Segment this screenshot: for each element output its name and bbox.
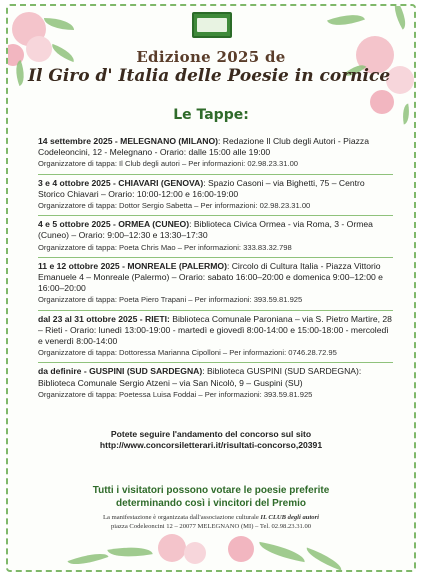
stage-item <box>38 258 393 311</box>
stage-details: : Biblioteca Civica Ormea - via Roma, 3 - Ormea (Cuneo) – Orario: 9:00–12:30 e 13:30–17:30 <box>38 219 373 241</box>
stage-organizer: Organizzatore di tappa: Dottor Sergio Sabetta – Per informazioni: 02.98.23.31.00 <box>38 201 311 211</box>
stage-item <box>38 311 393 364</box>
follow-contest-text: Potete seguire l'andamento del concorso sul sito <box>110 429 312 439</box>
organizer-footer <box>8 514 414 531</box>
visitor-vote-notice <box>8 484 414 510</box>
vote-line-1: Tutti i visitatori possono votare le poesie preferite <box>92 485 330 496</box>
stage-details: Biblioteca Comunale Paroniana – via S. Pietro Martire, 28 – Rieti - Orario: lunedì 13:00-19:00 - martedì e giovedì 8:00-14:00 e 15:00-18:00 - mercoledì e venerdì 8:00-14:00 <box>38 313 392 347</box>
stages-list <box>38 133 393 404</box>
stage-item <box>38 363 393 404</box>
stage-item <box>38 133 393 175</box>
vote-line-2: determinando così i vincitori del Premio <box>115 498 307 509</box>
stage-organizer: Organizzatore di tappa: Poeta Piero Trapani – Per informazioni: 393.59.81.925 <box>38 295 303 305</box>
club-logo <box>192 12 232 38</box>
stage-date-place: 11 e 12 ottobre 2025 - MONREALE (PALERMO) <box>38 260 227 271</box>
follow-contest-notice <box>8 429 414 451</box>
stage-item <box>38 216 393 258</box>
stage-details: : Biblioteca GUSPINI (SUD SARDEGNA): Biblioteca Comunale Sergio Atzeni – via San Nicolò, 9 – Guspini (SU) <box>38 366 362 388</box>
contest-results-link[interactable]: http://www.concorsiletterari.it/risultati-concorso,20391 <box>99 440 323 450</box>
stage-details: : Redazione Il Club degli Autori - Piazza Codeleoncini, 12 - Melegnano - Orario: dalle 15:00 alle 19:00 <box>38 136 369 158</box>
stage-date-place: 14 settembre 2025 - MELEGNANO (MILANO) <box>38 136 219 146</box>
stage-organizer: Organizzatore di tappa: Poeta Chris Mao – Per informazioni: 333.83.32.798 <box>38 242 292 252</box>
stage-item <box>38 175 393 217</box>
stage-date-place: 3 e 4 ottobre 2025 - CHIAVARI (GENOVA) <box>38 177 204 188</box>
stages-heading: Le Tappe: <box>173 107 249 123</box>
edition-heading: Edizione 2025 de <box>136 48 286 66</box>
event-title: Il Giro d' Italia delle Poesie in cornice <box>28 66 391 86</box>
stage-date-place: da definire - GUSPINI (SUD SARDEGNA) <box>38 366 203 377</box>
stage-details: : Circolo di Cultura Italia - Piazza Vittorio Emanuele 4 – Monreale (Palermo) – Orario: sabato 16:00–20:00 e domenica 9:00–12:00 e 16:00–20:00 <box>38 260 383 294</box>
stage-organizer: Organizzatore di tappa: Poetessa Luisa Foddai – Per informazioni: 393.59.81.925 <box>38 389 313 399</box>
footer-text: La manifestazione è organizzata dall'associazione culturale <box>103 514 261 521</box>
footer-address: piazza Codeleoncini 12 – 20077 MELEGNANO (MI) – Tel. 02.98.23.31.00 <box>110 522 312 530</box>
poster <box>6 4 416 572</box>
stage-date-place: 4 e 5 ottobre 2025 - ORMEA (CUNEO) <box>38 219 190 230</box>
stage-details: : Spazio Casoni – via Bighetti, 75 – Centro Storico Chiavari – Orario: 10:00-12:00 e 16:00-19:00 <box>38 177 365 199</box>
stage-date-place: dal 23 al 31 ottobre 2025 - RIETI: <box>38 313 170 324</box>
stage-organizer: Organizzatore di tappa: Il Club degli autori – Per informazioni: 02.98.23.31.00 <box>38 159 299 169</box>
stage-organizer: Organizzatore di tappa: Dottoressa Marianna Cipolloni – Per informazioni: 0746.28.72.95 <box>38 348 337 358</box>
club-name: IL CLUB degli autori <box>260 514 319 521</box>
